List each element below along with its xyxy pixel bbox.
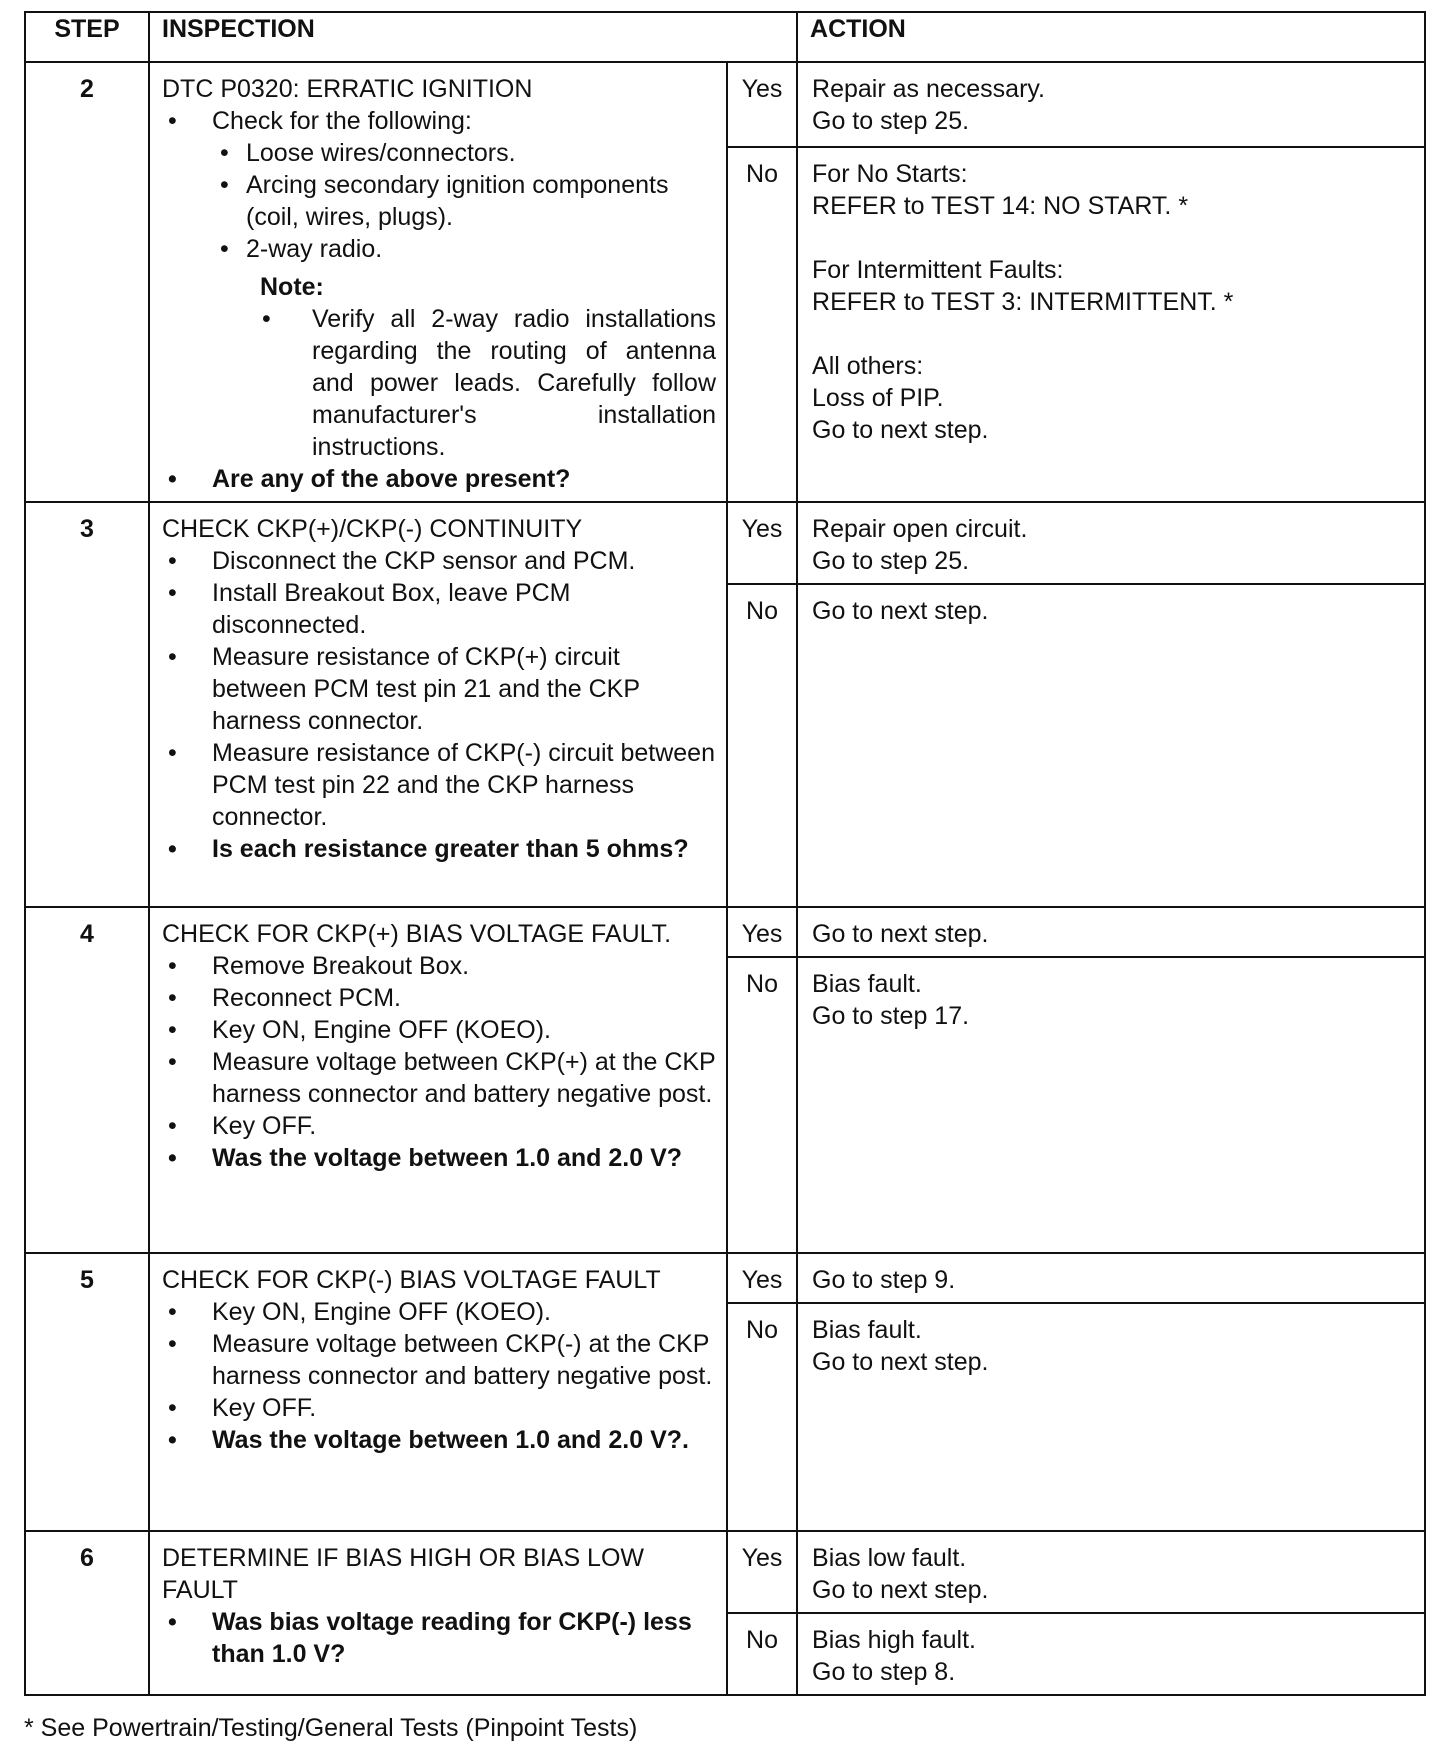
inspection-question: • Is each resistance greater than 5 ohms?: [162, 833, 716, 865]
inspection-cell: [149, 62, 727, 502]
inspection-bullet: • Key ON, Engine OFF (KOEO).: [162, 1014, 716, 1046]
inspection-subbullet: • Arcing secondary ignition components (coil, wires, plugs).: [212, 169, 716, 233]
inspection-bullet: • Measure resistance of CKP(+) circuit between PCM test pin 21 and the CKP harness connector.: [162, 641, 716, 737]
inspection-subbullet: • Loose wires/connectors.: [212, 137, 716, 169]
inspection-bullet: • Install Breakout Box, leave PCM disconnected.: [162, 577, 716, 641]
inspection-bullet: • Key ON, Engine OFF (KOEO).: [162, 1296, 716, 1328]
no-label: No: [727, 1613, 797, 1695]
no-action: Go to next step.: [797, 584, 1425, 907]
yes-label: Yes: [727, 62, 797, 147]
table-row: [25, 907, 1425, 957]
inspection-title: DETERMINE IF BIAS HIGH OR BIAS LOW FAULT: [162, 1544, 645, 1604]
inspection-title: CHECK CKP(+)/CKP(-) CONTINUITY: [162, 515, 583, 543]
yes-label: Yes: [727, 1531, 797, 1613]
inspection-bullet: • Disconnect the CKP sensor and PCM.: [162, 545, 716, 577]
no-action: Bias fault. Go to next step.: [797, 1303, 1425, 1531]
yes-label: Yes: [727, 1253, 797, 1303]
inspection-title: CHECK FOR CKP(-) BIAS VOLTAGE FAULT: [162, 1266, 661, 1294]
no-action: For No Starts: REFER to TEST 14: NO START. * For Intermittent Faults: REFER to TEST 3: INTERMITTENT. * All others: Loss of PIP. Go to next step.: [797, 147, 1425, 502]
diagnostic-table: [24, 11, 1426, 1696]
inspection-cell: [149, 502, 727, 907]
inspection-bullet: • Key OFF.: [162, 1392, 716, 1424]
note-text: • Verify all 2-way radio installations regarding the routing of antenna and power leads. Carefully follow manufacturer's installation instructions.: [260, 303, 716, 463]
table-row: [25, 62, 1425, 147]
inspection-bullet: • Check for the following: • Loose wires/connectors. • Arcing secondary ignition components (coil, wires, plugs). • 2-way radio.: [162, 105, 716, 265]
table-row: [25, 502, 1425, 584]
yes-action: Repair as necessary. Go to step 25.: [797, 62, 1425, 147]
inspection-question: • Was the voltage between 1.0 and 2.0 V?: [162, 1142, 716, 1174]
inspection-bullet: • Remove Breakout Box.: [162, 950, 716, 982]
yes-action: Go to next step.: [797, 907, 1425, 957]
inspection-question: • Was the voltage between 1.0 and 2.0 V?.: [162, 1424, 716, 1456]
step-number: 6: [25, 1531, 149, 1695]
note-title: Note:: [260, 273, 324, 301]
no-action: Bias high fault. Go to step 8.: [797, 1613, 1425, 1695]
inspection-cell: [149, 1253, 727, 1531]
inspection-bullet: • Key OFF.: [162, 1110, 716, 1142]
inspection-subbullet: • 2-way radio.: [212, 233, 716, 265]
no-label: No: [727, 957, 797, 1253]
no-label: No: [727, 584, 797, 907]
inspection-bullet: • Measure voltage between CKP(-) at the CKP harness connector and battery negative post.: [162, 1328, 716, 1392]
table-row: [25, 1253, 1425, 1303]
header-action: ACTION: [797, 12, 1425, 62]
inspection-cell: [149, 907, 727, 1253]
inspection-cell: [149, 1531, 727, 1695]
no-label: No: [727, 147, 797, 502]
inspection-bullet: • Measure voltage between CKP(+) at the CKP harness connector and battery negative post.: [162, 1046, 716, 1110]
yes-action: Go to step 9.: [797, 1253, 1425, 1303]
yes-action: Bias low fault. Go to next step.: [797, 1531, 1425, 1613]
table-row: [25, 1531, 1425, 1613]
header-step: STEP: [25, 12, 149, 62]
inspection-title: DTC P0320: ERRATIC IGNITION: [162, 75, 533, 103]
no-action: Bias fault. Go to step 17.: [797, 957, 1425, 1253]
step-number: 5: [25, 1253, 149, 1531]
yes-label: Yes: [727, 907, 797, 957]
no-label: No: [727, 1303, 797, 1531]
footnote: * See Powertrain/Testing/General Tests (Pinpoint Tests): [24, 1714, 638, 1742]
inspection-question: • Are any of the above present?: [162, 463, 716, 495]
step-number: 2: [25, 62, 149, 502]
yes-label: Yes: [727, 502, 797, 584]
inspection-question: • Was bias voltage reading for CKP(-) less than 1.0 V?: [162, 1606, 716, 1670]
inspection-bullet: • Measure resistance of CKP(-) circuit between PCM test pin 22 and the CKP harness connector.: [162, 737, 716, 833]
inspection-title: CHECK FOR CKP(+) BIAS VOLTAGE FAULT.: [162, 920, 672, 948]
header-row: [25, 12, 1425, 62]
header-inspection: INSPECTION: [149, 12, 797, 62]
step-number: 3: [25, 502, 149, 907]
yes-action: Repair open circuit. Go to step 25.: [797, 502, 1425, 584]
step-number: 4: [25, 907, 149, 1253]
inspection-bullet: • Reconnect PCM.: [162, 982, 716, 1014]
